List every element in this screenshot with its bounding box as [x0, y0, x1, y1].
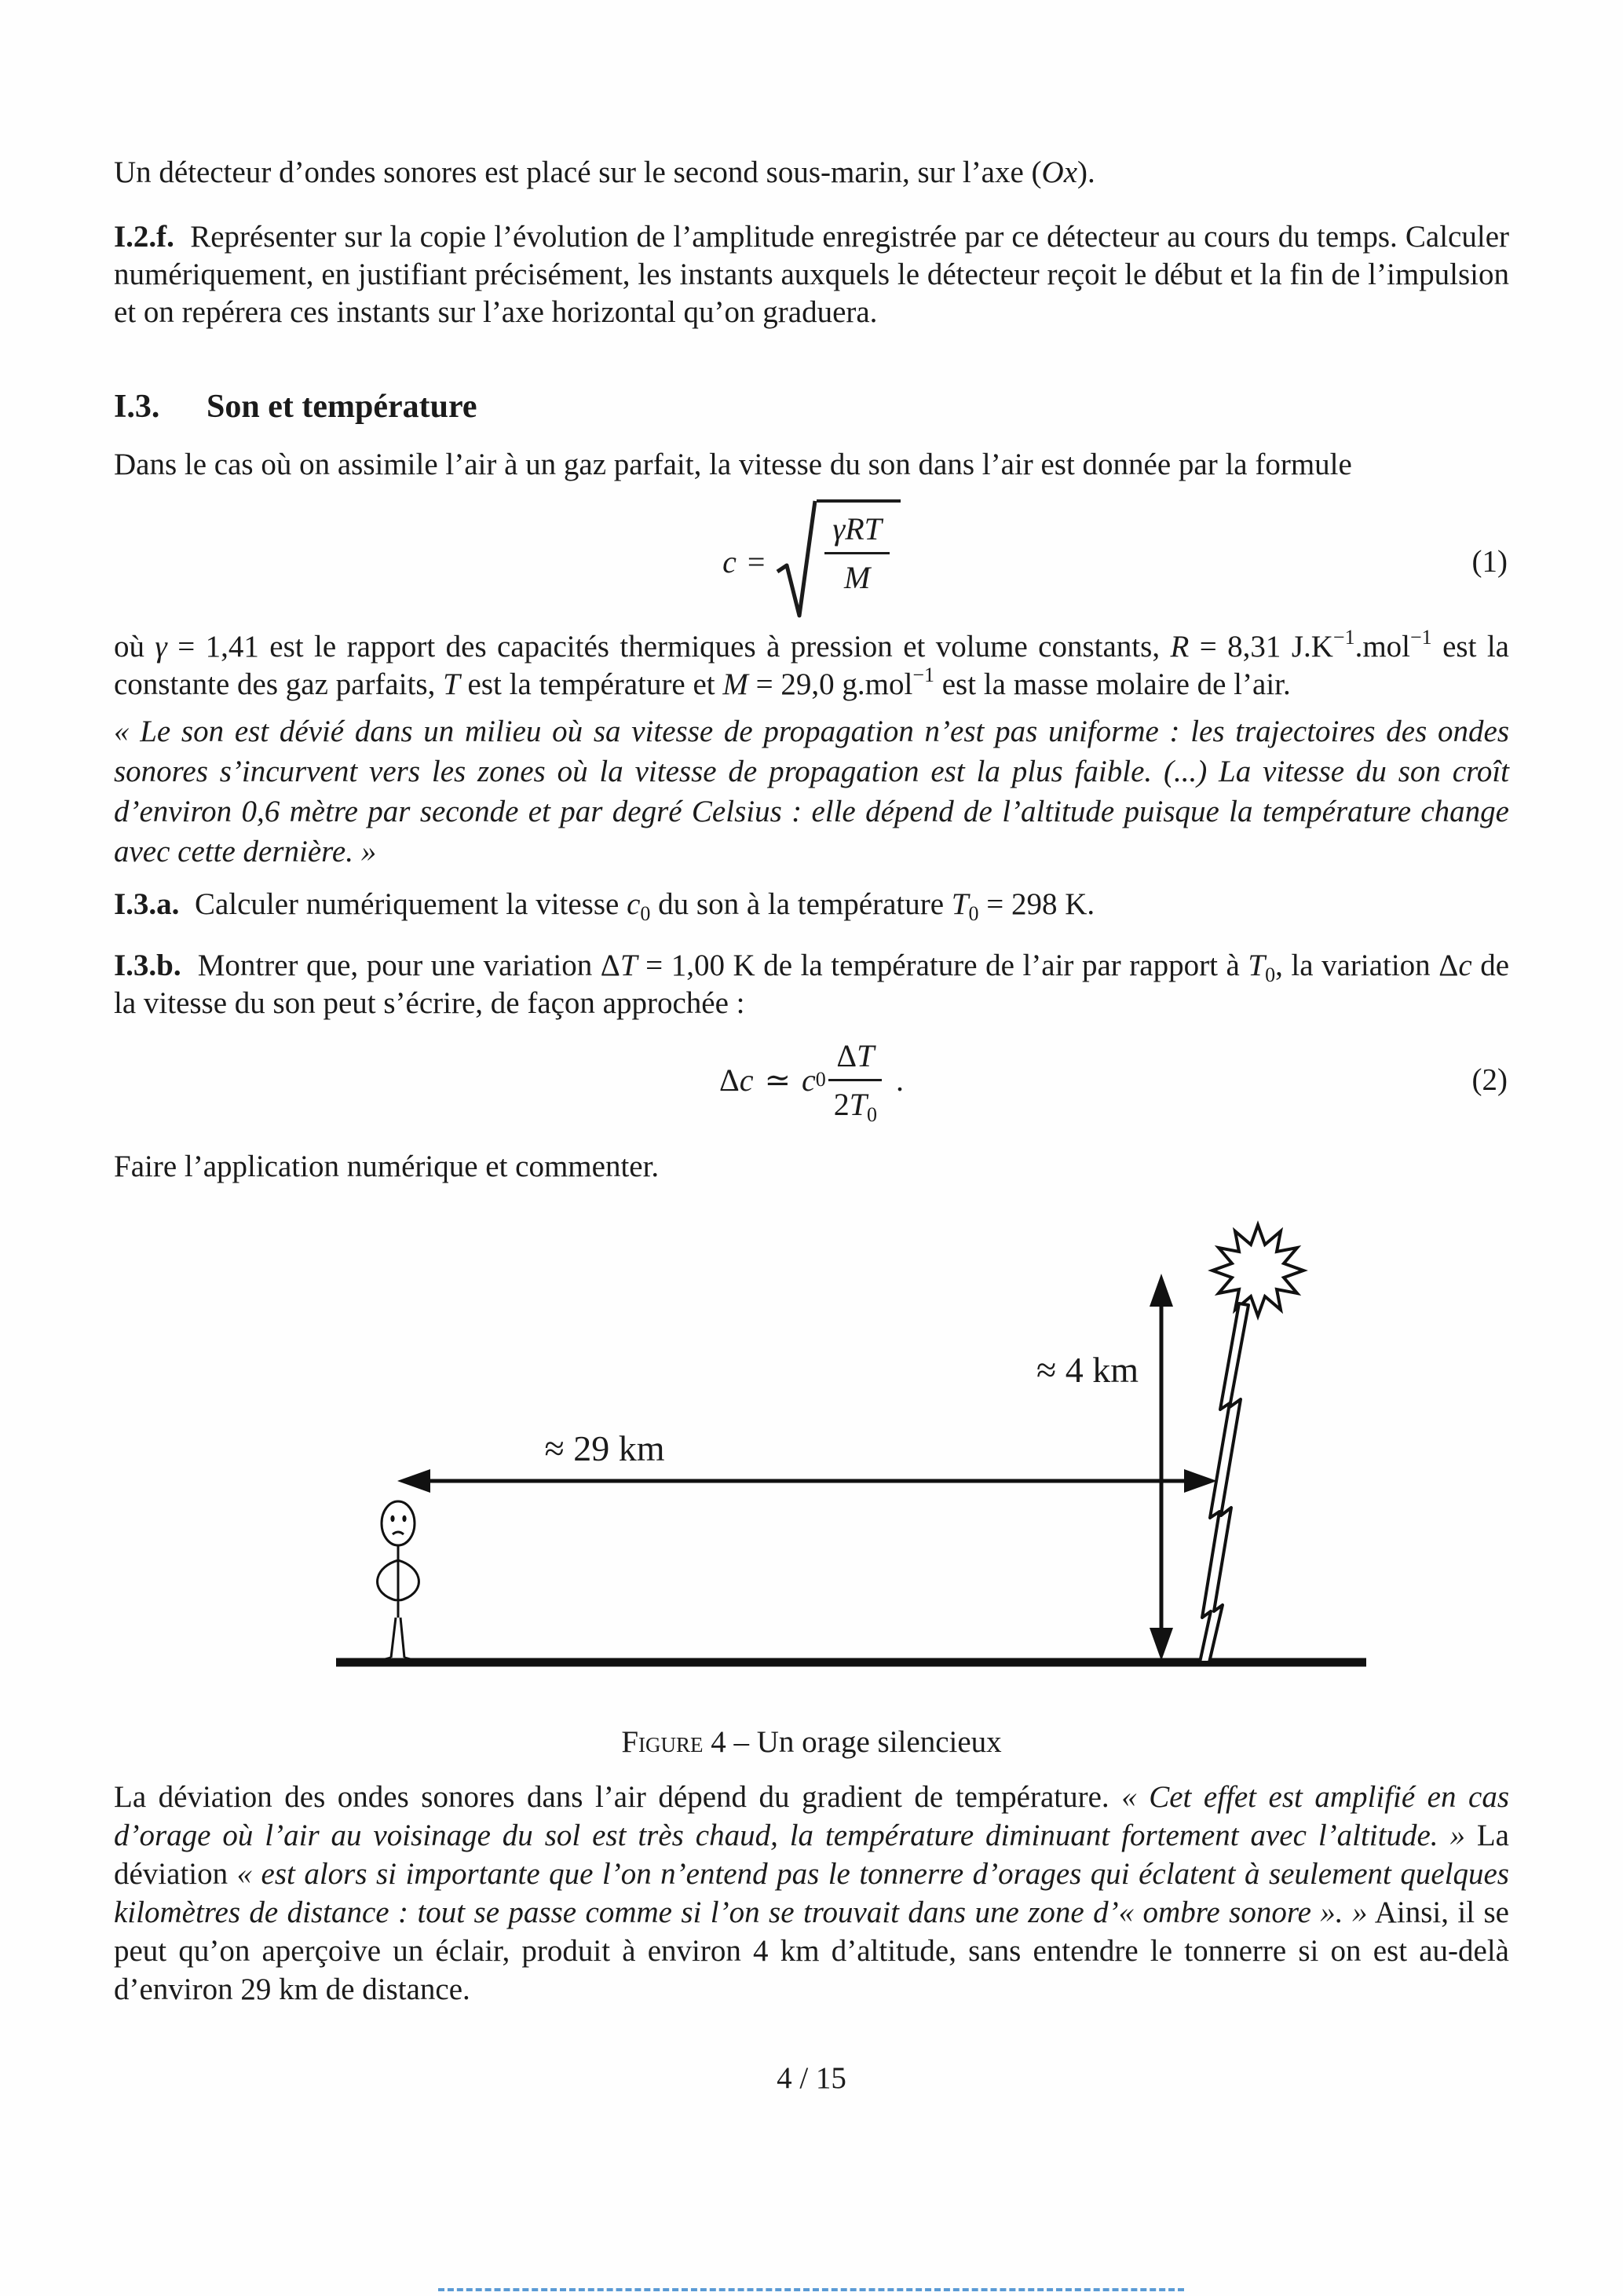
math-var-Ox: Ox [1041, 155, 1078, 189]
eq2-delta: Δ [718, 1062, 740, 1098]
exponent: −1 [1410, 626, 1432, 649]
figure-caption-word: Figure [621, 1725, 704, 1759]
paragraph-deviation [114, 1778, 1509, 2009]
figure-orage-diagram [275, 1209, 1390, 1767]
deviation-quote-a: « Cet effet est amplifié en cas d’orage où l’air au voisinage du sol est très chaud, la température diminuant fortement avec l’altitude. » [114, 1780, 1509, 1852]
eq2-period: . [896, 1062, 905, 1098]
exponent: −1 [1332, 626, 1355, 649]
question-i3b-text: , la variation Δ [1275, 949, 1459, 982]
constants-text: = 8,31 J.K [1189, 630, 1333, 664]
deviation-text: La déviation des ondes sonores dans l’air dépend du gradient de température. [114, 1780, 1122, 1814]
eq2-den-var: T [849, 1086, 868, 1122]
horizontal-distance-arrow [397, 1428, 1217, 1493]
figure-caption [114, 1724, 1509, 1760]
deviation-text: La déviation [114, 1819, 1509, 1891]
quotation-text: « Le son est dévié dans un milieu où sa vitesse de propagation n’est pas uniforme : les trajectoires des ondes sonores s’incurvent vers les zones où la vitesse de propagation est la plus faible. (...) La vitesse du son croît d’environ 0,6 mètre par seconde et par degré Celsius : elle dépend de l’altitude puisque la température change avec cette dernière. » [114, 715, 1509, 868]
equation-2 [114, 1017, 1509, 1143]
math-var-gamma: γ [155, 630, 167, 664]
math-var-c0: c [627, 887, 641, 921]
math-var-c: c [1458, 949, 1472, 982]
exponent: −1 [912, 664, 934, 686]
eq2-num-delta: Δ [836, 1037, 857, 1073]
paragraph-intro [114, 154, 1509, 192]
stick-person [378, 1501, 419, 1660]
question-i3a-text: du son à la température [650, 887, 952, 921]
question-i2f-text: Représenter sur la copie l’évolution de l’amplitude enregistrée par ce détecteur au cours du temps. Calculer numériquement, en justifiant précisément, les instants auxquels le détecteur reçoit le début et la fin de l’impulsion et on repérera ces instants sur l’axe horizontal qu’on graduera. [114, 220, 1510, 329]
radical-sign-icon [776, 499, 817, 623]
section-number: I.3. [114, 389, 160, 425]
intro-text-end: ). [1077, 155, 1095, 189]
question-i3b-text: de la vitesse du son peut s’écrire, de façon approchée : [114, 949, 1510, 1020]
eq2-num-var: T [857, 1037, 875, 1073]
math-var-T: T [620, 949, 638, 982]
bottom-blue-dashed-marker [438, 2288, 1184, 2291]
equation-1-body [722, 499, 901, 623]
constants-text: est la constante des gaz parfaits, [114, 630, 1509, 701]
eq2-c0: c [802, 1062, 816, 1098]
radicand [817, 499, 900, 596]
math-var-T0: T [1248, 949, 1266, 982]
constants-text: est la température et [459, 667, 723, 701]
intro-text: Un détecteur d’ondes sonores est placé sur le second sous-marin, sur l’axe ( [114, 155, 1042, 189]
question-i3a [114, 886, 1509, 923]
equation-2-number: (2) [1471, 1062, 1508, 1097]
page-number [0, 2060, 1623, 2096]
quotation-son-devie [114, 711, 1509, 872]
question-i3b-text: Montrer que, pour une variation Δ [197, 949, 620, 982]
eq1-numerator: γRT [824, 510, 889, 554]
question-i2f [114, 218, 1509, 331]
paragraph-faire-text: Faire l’application numérique et commenter. [114, 1150, 660, 1183]
subscript: 0 [1265, 963, 1276, 986]
equation-1-number: (1) [1471, 544, 1508, 579]
eq2-den-coef: 2 [833, 1086, 850, 1122]
figure-caption-text: 4 – Un orage silencieux [703, 1725, 1002, 1759]
subscript: 0 [640, 902, 651, 925]
fraction-dt-over-2t0 [826, 1037, 885, 1126]
eq1-equals: = [747, 543, 766, 579]
constants-text: où [114, 630, 155, 664]
section-title: Son et température [207, 389, 477, 425]
deviation-text: Ainsi, il se peut qu’on aperçoive un éclair, produit à environ 4 km d’altitude, sans entendre le tonnerre si on est au-delà d’environ 29 km de distance. [114, 1896, 1509, 2006]
eq1-lhs: c [722, 543, 737, 579]
question-i3a-text: Calculer numériquement la vitesse [194, 887, 627, 921]
paragraph-faire [114, 1148, 1509, 1186]
constants-text: = 1,41 est le rapport des capacités thermiques à pression et volume constants, [166, 630, 1171, 664]
section-heading-i3 [114, 388, 1509, 426]
label-29km: ≈ 29 km [544, 1428, 665, 1468]
question-i3b-text: = 1,00 K de la température de l’air par rapport à [637, 949, 1248, 982]
question-i3b [114, 947, 1509, 1022]
deviation-quote-b: « est alors si importante que l’on n’entend pas le tonnerre d’orages qui éclatent à seulement quelques kilomètres de distance : tout se passe comme si l’on se trouvait dans une zone d’« ombre sonore ». » [114, 1857, 1509, 1929]
eq1-denominator: M [844, 560, 871, 595]
paragraph-gaz-parfait [114, 446, 1509, 484]
question-i3a-label: I.3.a. [114, 887, 180, 921]
constants-text: = 29,0 g.mol [748, 667, 913, 701]
math-var-T: T [443, 667, 460, 701]
math-var-R: R [1170, 630, 1190, 664]
fraction-gamma-rt-over-m [824, 510, 889, 596]
constants-text: est la masse molaire de l’air. [934, 667, 1291, 701]
sqrt-radical [776, 499, 900, 623]
question-i3a-text: = 298 K. [978, 887, 1095, 921]
equation-2-body: Δ c ≃ c 0 $\frac{\Delta T}{2T_0}$ . [718, 1037, 905, 1126]
label-4km: ≈ 4 km [1036, 1350, 1139, 1390]
eq2-approx-equals: ≃ [764, 1062, 791, 1098]
equation-1 [114, 495, 1509, 628]
math-var-T0: T [951, 887, 969, 921]
constants-text: .mol [1354, 630, 1411, 664]
question-i2f-label: I.2.f. [114, 220, 174, 254]
eq2-lhs-var: c [739, 1062, 754, 1098]
question-i3b-label: I.3.b. [114, 949, 181, 982]
paragraph-gaz-text: Dans le cas où on assimile l’air à un gaz parfait, la vitesse du son dans l’air est donnée par la formule [114, 448, 1352, 481]
paragraph-constants [114, 628, 1509, 704]
subscript: 0 [968, 902, 979, 925]
subscript: 0 [867, 1102, 878, 1126]
math-var-M: M [722, 667, 748, 701]
lightning-flash-starburst [1212, 1225, 1303, 1316]
vertical-altitude-arrow [1036, 1274, 1173, 1661]
page-number-text: 4 / 15 [777, 2061, 846, 2095]
